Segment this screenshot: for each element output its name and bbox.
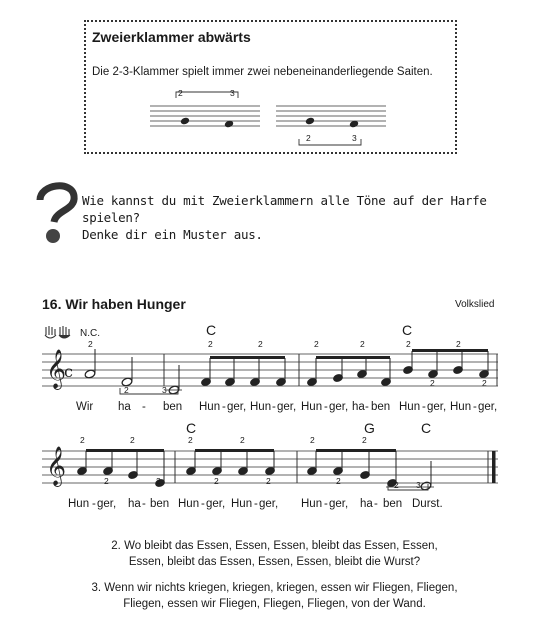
lyric-hyphen: - — [422, 401, 426, 413]
lyric-syllable: Hun — [301, 498, 323, 510]
verse-3-line-2: Fliegen, essen wir Fliegen, Fliegen, Fliegen, von der Wand. — [123, 598, 426, 610]
notes-line-2 — [77, 449, 434, 491]
lyric-hyphen: - — [473, 401, 477, 413]
lyric-hyphen: - — [222, 401, 226, 413]
fingering-3: 3 — [162, 385, 167, 395]
box-text: Die 2-3-Klammer spielt immer zwei nebeneinanderliegende Saiten. — [92, 66, 433, 78]
treble-clef-icon: 𝄞 — [46, 349, 67, 389]
question-mark-icon — [40, 186, 74, 243]
fingering-3: 3 — [416, 480, 421, 490]
fingering-2: 2 — [258, 339, 263, 349]
lyric-syllable: ha — [128, 498, 141, 510]
question-line-2: spielen? — [82, 210, 140, 225]
lyric-syllable: Hun — [301, 401, 323, 413]
lyric-syllable: Durst. — [412, 498, 443, 510]
beamed-group-4 — [77, 449, 166, 488]
question-line-3: Denke dir ein Muster aus. — [82, 227, 263, 242]
fingering-2: 2 — [130, 435, 135, 445]
fingering-2: 2 — [360, 339, 365, 349]
lyric-syllable: Hun — [450, 401, 472, 413]
chord-symbol: C — [186, 420, 197, 436]
lyric-syllable: Hun — [178, 498, 200, 510]
box-title: Zweierklammer abwärts — [92, 29, 251, 45]
fingering-2: 2 — [314, 339, 319, 349]
lyric-syllable: ben — [163, 401, 183, 413]
lyric-syllable: Hun — [250, 401, 272, 413]
lyric-syllable: Wir — [76, 401, 94, 413]
lyric-syllable: ger, — [329, 498, 349, 510]
fingering-2: 2 — [208, 339, 213, 349]
question-line-1: Wie kannst du mit Zweierklammern alle Töne auf der Harfe — [82, 193, 487, 208]
lyric-syllable: ger, — [277, 401, 297, 413]
fingering-2: 2 — [214, 476, 219, 486]
fingering-2: 2 — [310, 435, 315, 445]
fingering-2: 2 — [456, 339, 461, 349]
common-time-icon: c — [64, 362, 73, 381]
fingering-2: 2 — [430, 378, 435, 388]
lyric-hyphen: - — [142, 401, 146, 413]
box-example-staff-1 — [150, 106, 260, 126]
fingering-2: 2 — [188, 435, 193, 445]
fingering-3: 3 — [352, 133, 357, 143]
box-example-notes — [180, 117, 359, 129]
fingering-2: 2 — [104, 476, 109, 486]
beamed-group-3 — [403, 349, 490, 379]
lyric-syllable: ben — [371, 401, 391, 413]
verse-3 — [0, 580, 549, 612]
bracket-above — [176, 92, 238, 98]
lyric-hyphen: - — [92, 498, 96, 510]
lyric-hyphen: - — [142, 498, 146, 510]
fingering-2: 2 — [266, 476, 271, 486]
song-origin: Volkslied — [455, 299, 495, 310]
fingering-2: 2 — [156, 476, 161, 486]
lyric-syllable: ha — [118, 401, 131, 413]
fingering-2: 2 — [394, 480, 399, 490]
fingering-2: 2 — [124, 385, 129, 395]
lyric-syllable: ger, — [259, 498, 279, 510]
fingering-2: 2 — [362, 435, 367, 445]
fingering-2: 2 — [80, 435, 85, 445]
beamed-group-6 — [307, 449, 398, 488]
lyric-syllable: Hun — [231, 498, 253, 510]
notes-line-1 — [84, 349, 489, 395]
lyric-syllable: ger, — [329, 401, 349, 413]
no-chord-label: N.C. — [80, 328, 100, 339]
verse-2-line-1: 2. Wo bleibt das Essen, Essen, Essen, bleibt das Essen, Essen, — [111, 540, 438, 552]
lyric-hyphen: - — [272, 401, 276, 413]
chord-symbol: C — [206, 322, 217, 338]
chord-symbol: C — [402, 322, 413, 338]
lyric-hyphen: - — [374, 498, 378, 510]
fingering-2: 2 — [240, 435, 245, 445]
question-text — [82, 192, 487, 243]
lyric-hyphen: - — [201, 498, 205, 510]
lyric-syllable: ger, — [427, 401, 447, 413]
lyric-syllable: ger, — [97, 498, 117, 510]
verse-2 — [0, 538, 549, 570]
treble-clef-icon: 𝄞 — [46, 446, 67, 486]
fingering-3: 3 — [230, 88, 235, 98]
fingering-2: 2 — [88, 339, 93, 349]
lyric-hyphen: - — [254, 498, 258, 510]
lyric-hyphen: - — [324, 498, 328, 510]
fingering-2: 2 — [178, 88, 183, 98]
lyric-syllable: ger, — [227, 401, 247, 413]
lyric-syllable: ger, — [206, 498, 226, 510]
song-title: 16. Wir haben Hunger — [42, 296, 186, 312]
lyric-syllable: ger, — [478, 401, 498, 413]
lyric-hyphen: - — [365, 401, 369, 413]
lyric-syllable: ben — [150, 498, 170, 510]
lyric-syllable: Hun — [68, 498, 90, 510]
box-example-staff-2 — [276, 106, 386, 126]
lyric-syllable: ben — [383, 498, 403, 510]
lyric-syllable: Hun — [199, 401, 221, 413]
harp-hands-icon — [45, 326, 70, 338]
fingering-2: 2 — [306, 133, 311, 143]
fingering-2: 2 — [482, 378, 487, 388]
lyric-syllable: ha — [352, 401, 365, 413]
fingering-2: 2 — [406, 339, 411, 349]
final-barline — [492, 451, 496, 483]
verse-2-line-2: Essen, bleibt das Essen, Essen, Essen, bleibt die Wurst? — [128, 556, 421, 568]
beamed-group-2 — [307, 356, 392, 387]
fingering-2: 2 — [336, 476, 341, 486]
lyric-syllable: ha — [360, 498, 373, 510]
chord-symbol: C — [421, 420, 432, 436]
lyric-hyphen: - — [324, 401, 328, 413]
beamed-group-1 — [201, 356, 287, 387]
chord-symbol: G — [364, 420, 375, 436]
lyric-syllable: Hun — [399, 401, 421, 413]
verse-3-line-1: 3. Wenn wir nichts kriegen, kriegen, kriegen, essen wir Fliegen, Fliegen, — [91, 582, 458, 594]
beamed-group-5 — [186, 449, 276, 476]
